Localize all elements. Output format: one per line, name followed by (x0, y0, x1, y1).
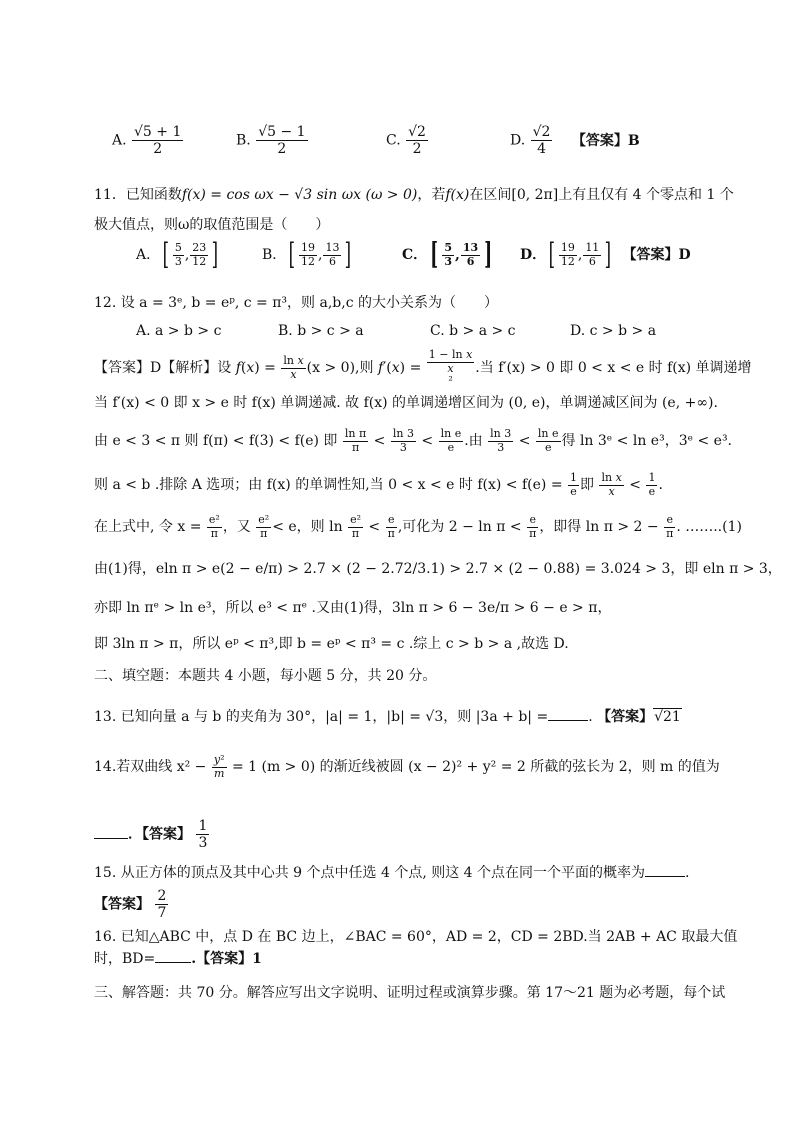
q13-blank (548, 720, 588, 721)
q11-option-a: A．[ $\frac{5}{3}$ , $\frac{23}{12}$ ] (136, 237, 219, 272)
q12-stem: 12. 设 a = 3ᵉ, b = eᵖ, c = π³，则 a,b,c 的大小关系为（ ） (94, 295, 498, 311)
q14-answer-numerator: 1 (198, 818, 208, 834)
q12-solution-line5: 在上式中, 令 x = $\frac{\text{e²}}{\pi}$ ，又 $\frac{\text{e²}}{\pi}$ < e，则 ln $\frac{\text{e²}}{\pi}$ < $\frac{e}{\pi}$ ,可化为 2 − ln π < $\frac{e}{\pi}$ ，即得 ln π > 2 − $\frac{e}{\pi}$ . ……..(1) (94, 513, 742, 540)
q10-option-d: D. $\frac{√2}{4}$ 【答案】B (510, 124, 640, 158)
q12-solution-line7: 亦即 ln πᵉ > ln e³，所以 e³ < πᵉ .又由(1)得，3ln π > 6 − 3e/π > 6 − e > π， (94, 600, 612, 616)
q12-option-d: D. c > b > a (570, 323, 657, 339)
q15-question: 15. 从正方体的顶点及其中心共 9 个点中任选 4 个点, 则这 4 个点在同一个平面的概率为 . (94, 865, 690, 881)
q11-stem-line2: 极大值点，则ω的取值范围是（ ） (94, 217, 330, 233)
q12-option-a: A. a > b > c (136, 323, 222, 339)
q16-question-line2: 时，BD= .【答案】1 (94, 951, 262, 967)
q11-option-b: B．[ $\frac{19}{12}$ , $\frac{13}{6}$ ] (262, 237, 352, 272)
q12-solution-line3: 由 e < 3 < π 则 f(π) < f(3) < f(e) 即 $\frac{\text{ln π}}{\pi}$ < $\frac{\ln 3}{3}$ < $\frac{\text{ln e}}{e}$ .由 $\frac{\ln 3}{3}$ < $\frac{\text{ln e}}{e}$ 得 ln 3ᵉ < ln e³，3ᵉ < e³. (94, 427, 733, 454)
section-3-heading: 三、解答题：共 70 分。解答应写出文字说明、证明过程或演算步骤。第 17～21 题为必考题，每个试 (94, 985, 726, 1001)
section-2-heading: 二、填空题：本题共 4 小题，每小题 5 分，共 20 分。 (94, 668, 437, 684)
q12-solution-line4: 则 a < b .排除 A 选项；由 f(x) 的单调性知,当 0 < x < e 时 f(x) < f(e) = $\frac{1}{e}$ 即 $\frac{\text{ln x}}{x}$ < $\frac{1}{e}$ . (94, 471, 663, 498)
q15-answer-line: 【答案】 $\frac{2}{7}$ (94, 888, 167, 922)
q14-blank (94, 838, 128, 839)
q12-option-c: C. b > a > c (430, 323, 516, 339)
q11-answer: 【答案】D (622, 247, 691, 263)
q12-solution-line2: 当 f′(x) < 0 即 x > e 时 f(x) 单调递减. 故 f(x) 的单调递增区间为 (0, e)，单调递减区间为 (e, +∞). (94, 395, 718, 411)
q13-answer: √21 (654, 709, 681, 725)
q16-blank (155, 962, 191, 963)
q14-answer-line: ．【答案】 $\frac{1}{3}$ (94, 818, 210, 851)
q12-option-b: B. b > c > a (278, 323, 364, 339)
q14-question: 14.若双曲线 x² − $\frac{\text{y²}}{m}$ = 1 (m > 0) 的渐近线被圆 (x − 2)² + y² = 2 所截的弦长为 2，则 m 的值为 (94, 753, 720, 780)
q11-option-d: D．[ $\frac{19}{12}$ , $\frac{11}{6}$ ] 【答案】D (520, 237, 691, 272)
q10-a-denominator: 2 (153, 141, 163, 158)
q10-option-c: C. $\frac{√2}{2}$ (386, 124, 426, 158)
q16-answer: .【答案】1 (191, 951, 262, 967)
q10-a-numerator: √5 + 1 (134, 124, 182, 140)
q16-question-line1: 16. 已知△ABC 中，点 D 在 BC 边上，∠BAC = 60°，AD = 2，CD = 2BD.当 2AB + AC 取最大值 (94, 929, 738, 945)
q12-solution-line8: 即 3ln π > π，所以 eᵖ < π³,即 b = eᵖ < π³ = c .综上 c > b > a ,故选 D. (94, 636, 569, 652)
q11-option-c: C． [ $\frac{5}{3}$ , $\frac{13}{6}$ ] (402, 237, 493, 272)
q10-option-b: B. $\frac{√5 - 1}{2}$ (236, 124, 306, 158)
q11-stem-line1: 11．已知函数f(x) = cos ωx − √3 sin ωx (ω > 0)，若f(x)在区间[0, 2π]上有且仅有 4 个零点和 1 个 (94, 187, 734, 203)
q14-answer-denominator: 3 (198, 835, 208, 852)
q15-blank (645, 876, 685, 877)
q10-option-a: A. $\frac{√5 + 1}{2}$ (112, 124, 182, 158)
q13-question: 13. 已知向量 a 与 b 的夹角为 30°，|a| = 1，|b| = √3，则 |3a + b| = . 【答案】√21 (94, 709, 681, 725)
q12-solution-line1: 【答案】D【解析】设 f(x) = $\frac{\text{ln x}}{x}$ (x > 0),则 f′(x) = 1 − ln x x ².当 f′(x) > 0 即 0 < x < e 时 f(x) 单调递增 (94, 348, 752, 388)
q10-answer: 【答案】B (571, 132, 640, 149)
q12-solution-line6: 由(1)得，eln π > e(2 − e/π) > 2.7 × (2 − 2.72/3.1) > 2.7 × (2 − 0.88) = 3.024 > 3，即 eln π > 3， (94, 561, 782, 577)
